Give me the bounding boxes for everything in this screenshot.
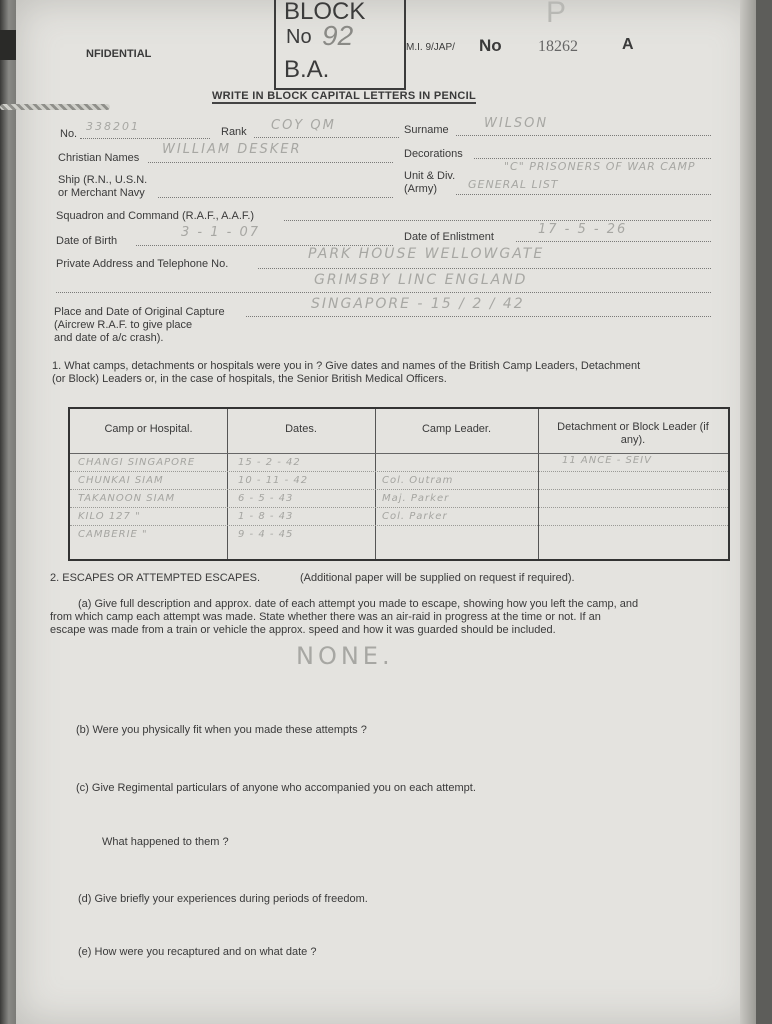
serial-suffix: A (622, 36, 634, 53)
table-cell: 10 - 11 - 42 (238, 475, 309, 486)
table-cell: CHANGI SINGAPORE (78, 457, 196, 468)
field-squadron-label: Squadron and Command (R.A.F., A.A.F.) (56, 210, 255, 222)
classification-label: NFIDENTIAL (86, 48, 152, 60)
table-cell: CHUNKAI SIAM (78, 475, 164, 486)
table-cell: CAMBERIE " (78, 529, 148, 540)
field-ship-label-2: or Merchant Navy (58, 187, 145, 199)
question-2-title: 2. ESCAPES OR ATTEMPTED ESCAPES. (50, 572, 261, 584)
table-cell: 15 - 2 - 42 (238, 457, 301, 468)
question-2b-text: (b) Were you physically fit when you made these attempts ? (76, 724, 367, 736)
question-2d-text: (d) Give briefly your experiences during periods of freedom. (78, 893, 368, 905)
field-ship-label: Ship (R.N., U.S.N. (58, 174, 148, 186)
field-no-label: No. (60, 128, 78, 140)
field-ship-line (158, 197, 393, 198)
table-header-leader: Camp Leader. (421, 423, 492, 435)
instruction-heading: WRITE IN BLOCK CAPITAL LETTERS IN PENCIL (212, 90, 476, 102)
field-unit-label: Unit & Div. (404, 170, 456, 182)
table-cell: 11 ANCE - SEIV (562, 455, 652, 466)
question-2a-text-2: from which camp each attempt was made. State whether there was an air-raid in progress at the time or not. If an (50, 611, 601, 623)
table-cell: TAKANOON SIAM (78, 493, 176, 504)
field-address-value-2: GRIMSBY LINC ENGLAND (314, 272, 528, 288)
table-cell: Col. Parker (382, 511, 448, 522)
field-address-label: Private Address and Telephone No. (56, 258, 229, 270)
table-cell: 1 - 8 - 43 (238, 511, 294, 522)
field-unit-value: "C" PRISONERS OF WAR CAMP (504, 160, 696, 173)
number-label: No (479, 36, 502, 55)
field-decorations-label: Decorations (404, 148, 463, 160)
question-1-text: 1. What camps, detachments or hospitals were you in ? Give dates and names of the British Camp Leaders, Detachment (52, 360, 641, 372)
field-christian-line (148, 162, 393, 163)
question-2a-text: (a) Give full description and approx. date of each attempt you made to escape, showing how you left the camp, and (78, 598, 639, 610)
question-1-text-2: (or Block) Leaders or, in the case of hospitals, the Senior British Medical Officers. (52, 373, 447, 385)
stamp-ba-text: B.A. (284, 56, 330, 83)
field-rank-value: COY QM (271, 118, 336, 133)
field-rank-line (254, 137, 399, 138)
field-address-line (258, 268, 711, 269)
field-no-line (80, 138, 210, 139)
question-2c-text: (c) Give Regimental particulars of anyone who accompanied you on each attempt. (76, 782, 476, 794)
field-surname-line (456, 135, 711, 136)
field-dob-label: Date of Birth (56, 235, 118, 247)
table-cell: KILO 127 " (78, 511, 141, 522)
field-unit-line (456, 194, 711, 195)
field-surname-value: WILSON (484, 116, 549, 131)
field-squadron-line (284, 220, 711, 221)
field-enlistment-line (516, 241, 711, 242)
stamp-number: 92 (322, 20, 354, 51)
stamp-no-text: No (286, 26, 312, 48)
next-page-edge (740, 0, 756, 1024)
table-header-detachment: Detachment or Block Leader (if any). (557, 421, 709, 446)
field-address-line-2 (56, 292, 711, 293)
table-cell: 6 - 5 - 43 (238, 493, 294, 504)
question-2-note: (Additional paper will be supplied on request if required). (300, 572, 575, 584)
block-stamp (274, 0, 406, 90)
field-unit-value-2: GENERAL LIST (468, 178, 559, 191)
field-enlistment-label: Date of Enlistment (404, 231, 494, 243)
serial-number: 18262 (538, 38, 578, 55)
field-unit-label-2: (Army) (404, 183, 437, 195)
field-address-value: PARK HOUSE WELLOWGATE (308, 246, 545, 262)
field-christian-value: WILLIAM DESKER (162, 142, 302, 157)
binding-string (0, 104, 110, 110)
field-capture-line (246, 316, 711, 317)
question-2a-text-3: escape was made from a train or vehicle the approx. speed and how it was guarded should be included. (50, 624, 556, 636)
field-capture-value: SINGAPORE - 15 / 2 / 42 (311, 296, 525, 312)
table-header-dates: Dates. (285, 423, 317, 435)
question-2a-answer: NONE. (296, 642, 394, 670)
table-header-camp: Camp or Hospital. (104, 423, 193, 435)
table-cell: Col. Outram (382, 475, 454, 486)
table-cell: 9 - 4 - 45 (238, 529, 294, 540)
field-decorations-line (474, 158, 711, 159)
field-enlistment-value: 17 - 5 - 26 (538, 222, 628, 237)
camps-table (68, 407, 730, 561)
field-dob-value: 3 - 1 - 07 (181, 225, 260, 240)
field-no-value: 338201 (86, 120, 140, 133)
field-capture-label: Place and Date of Original Capture (54, 306, 225, 318)
corner-mark: P (546, 0, 567, 29)
field-capture-label-3: and date of a/c crash). (54, 332, 164, 344)
stamp-block-text: BLOCK (284, 0, 366, 25)
table-cell: Maj. Parker (382, 493, 450, 504)
question-2e-text: (e) How were you recaptured and on what date ? (78, 946, 317, 958)
field-surname-label: Surname (404, 124, 449, 136)
field-rank-label: Rank (221, 126, 247, 138)
field-christian-label: Christian Names (58, 152, 140, 164)
field-capture-label-2: (Aircrew R.A.F. to give place (54, 319, 193, 331)
form-sheet (16, 0, 756, 1024)
question-2c-subtext: What happened to them ? (102, 836, 229, 848)
form-reference: M.I. 9/JAP/ (406, 42, 455, 53)
